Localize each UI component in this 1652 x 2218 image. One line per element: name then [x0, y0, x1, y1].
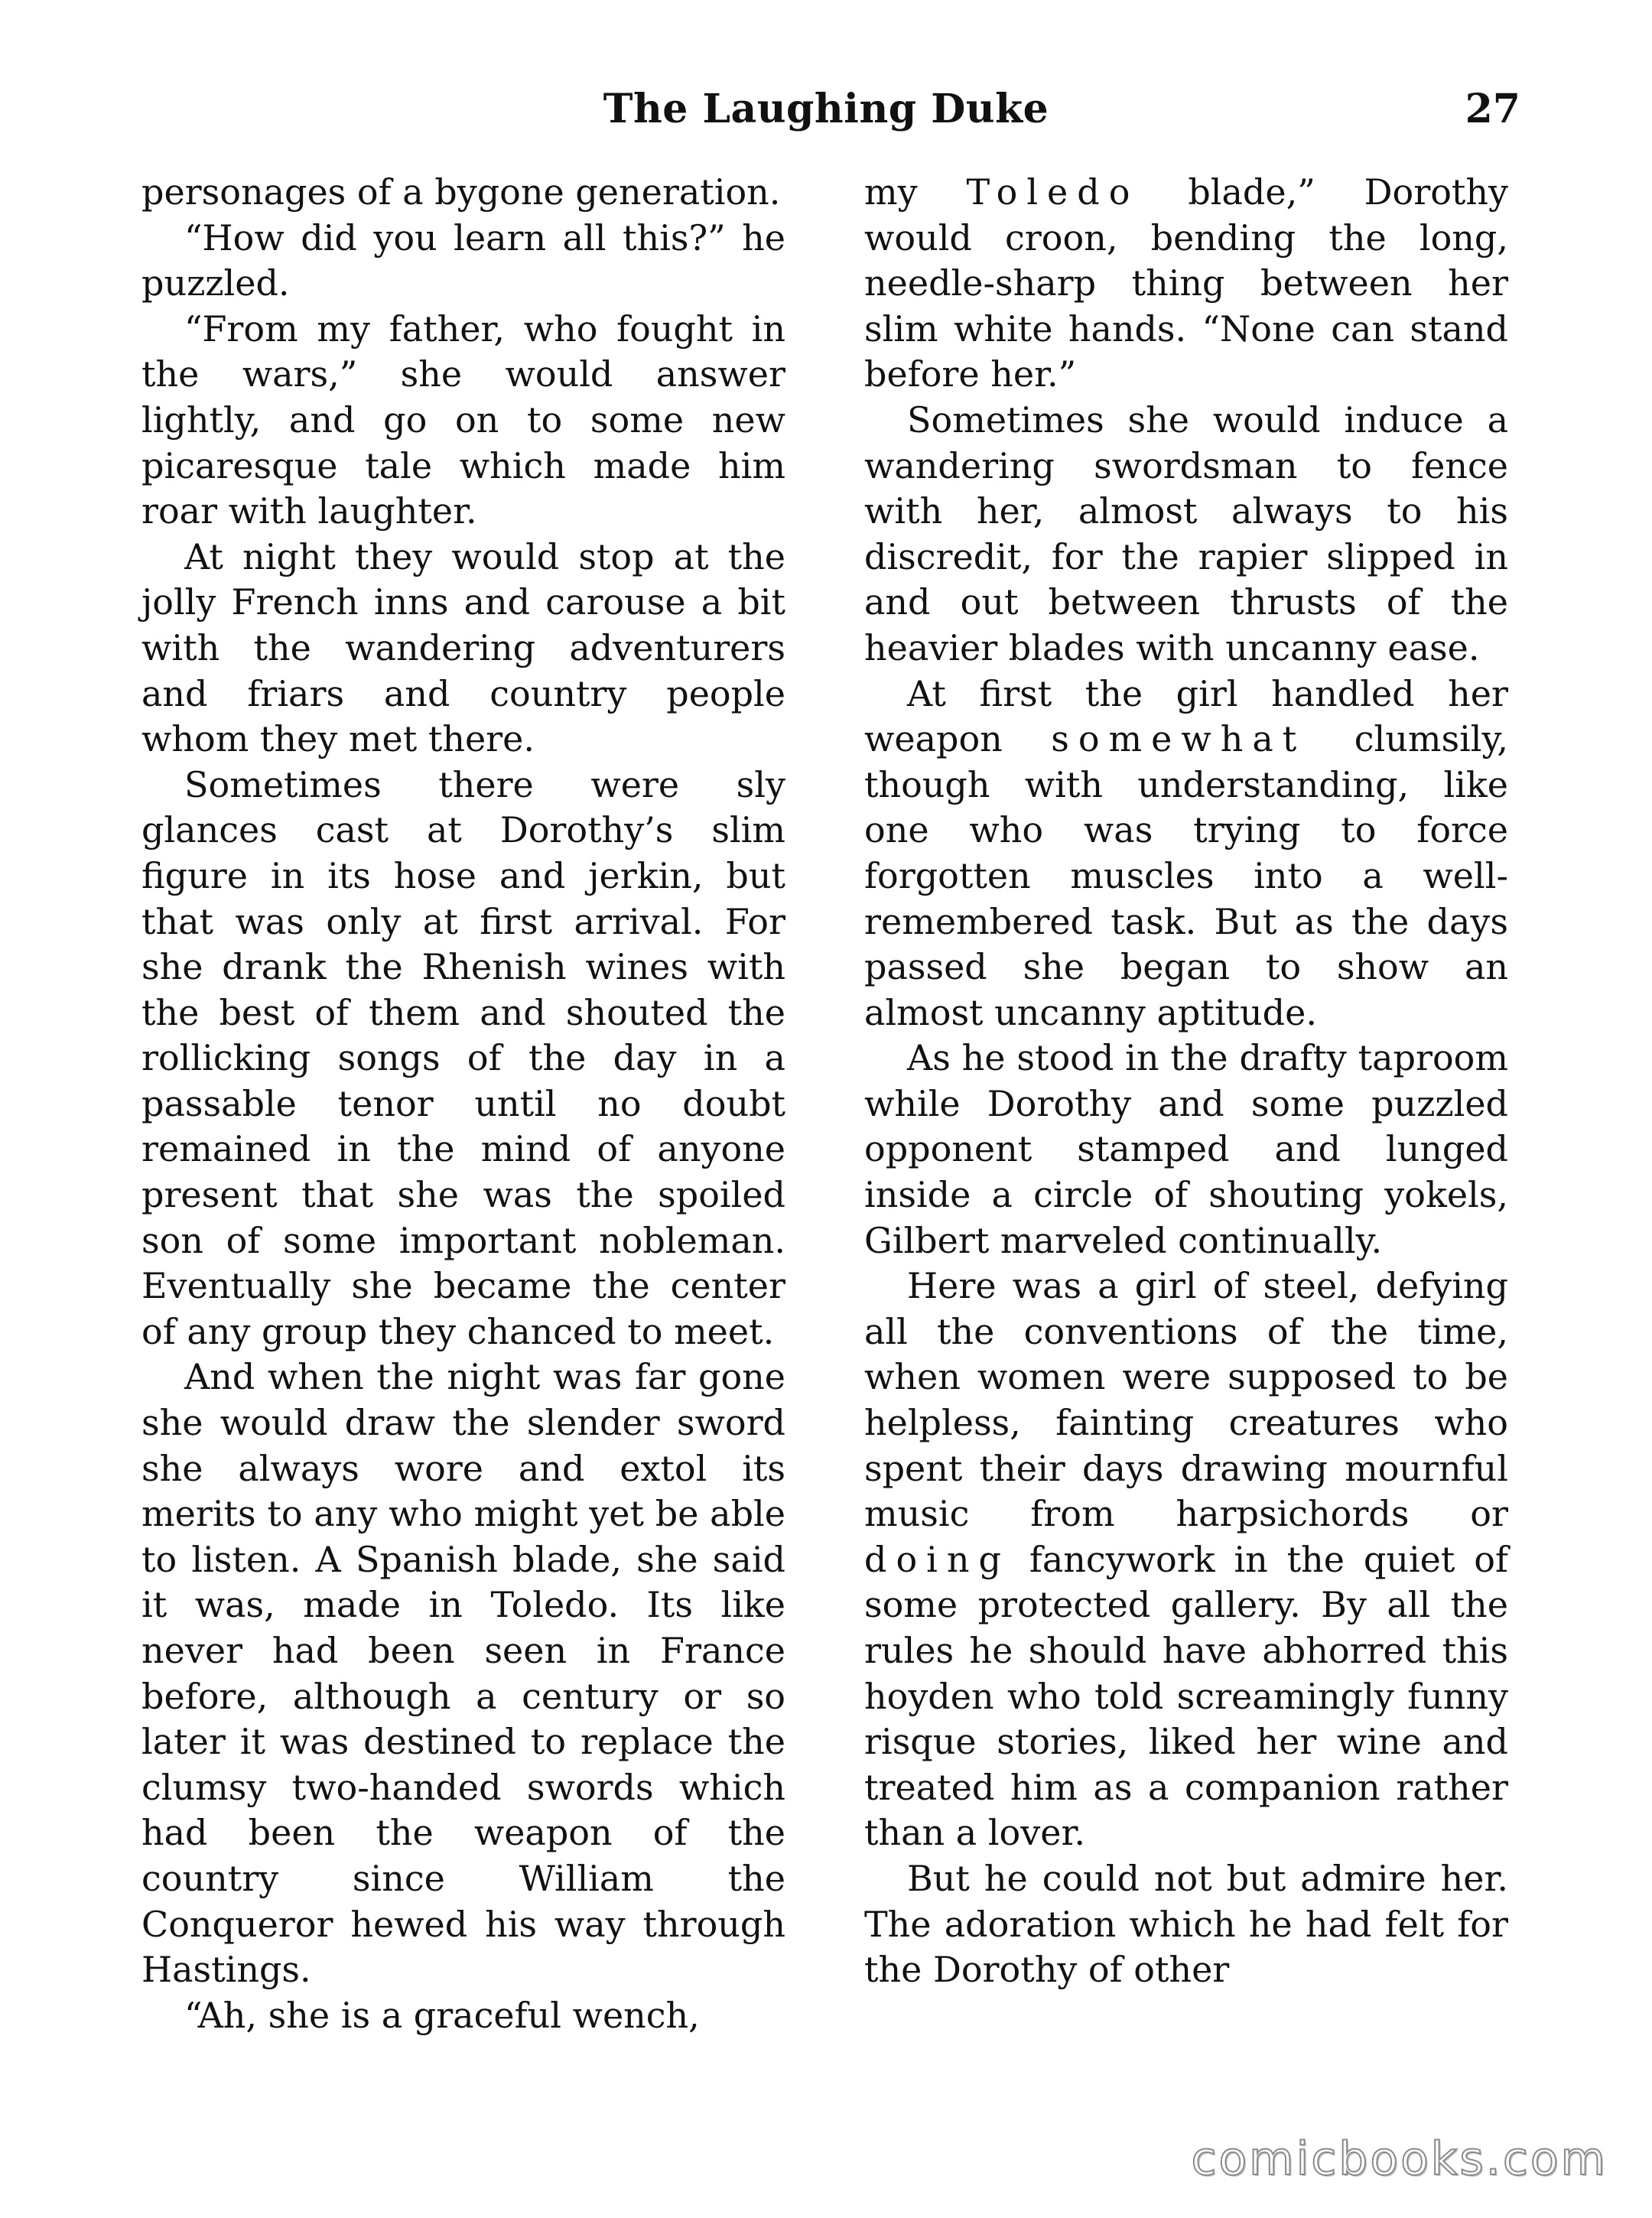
text-run: Here was a girl of steel, defying all the conventions of the time, when women were supposed to be helpless, fainting creatures who spent their days drawing mournful music from harpsichords or [864, 1265, 1508, 1535]
paragraph [864, 672, 1508, 1036]
page-number: 27 [1465, 86, 1520, 132]
paragraph: “From my father, who fought in the wars,” she would answer lightly, and go on to some new picaresque tale which made him roar with laughter. [141, 307, 785, 532]
paragraph: At night they would stop at the jolly French inns and carouse a bit with the wandering adventurers and friars and country people whom they met there. [141, 535, 785, 760]
paragraph [864, 1263, 1508, 1856]
text-run: fancywork in the quiet of some protected gallery. By all the rules he should have abhorred this hoyden who told screamingly funny risque stories, liked her wine and treated him as a companion rather than a lover. [864, 1538, 1508, 1854]
paragraph: Sometimes there were sly glances cast at Dorothy’s slim figure in its hose and jerkin, but that was only at first arrival. For she drank the Rhenish wines with the best of them and shouted the rollicking songs of the day in a passable tenor until no doubt remained in the mind of anyone present that she was the spoiled son of some important nobleman. Eventually she became the center of any group they chanced to meet. [141, 763, 785, 1352]
paragraph: Sometimes she would induce a wandering swordsman to fence with her, almost always to his discredit, for the rapier slipped in and out between thrusts of the heavier blades with uncanny ease. [864, 398, 1508, 668]
paragraph: “How did you learn all this?” he puzzled. [141, 216, 785, 304]
letterspaced-word: somewhat [1051, 718, 1306, 760]
letterspaced-word: Toledo [966, 171, 1140, 213]
paragraph [864, 170, 1508, 398]
text-run: clumsily, though with understanding, like one who was trying to force forgotten muscles into a well-remembered task. But as the days passed she began to show an almost uncanny aptitude. [864, 718, 1508, 1033]
text-run: blade,” Dorothy would croon, bending the long, needle-sharp thing between her slim white hands. “None can stand before her.” [864, 171, 1508, 395]
paragraph: “Ah, she is a graceful wench, [184, 1994, 700, 2036]
left-column [141, 170, 785, 2038]
right-column [864, 170, 1508, 1993]
paragraph: personages of a bygone generation. [141, 171, 781, 213]
paragraph: But he could not but admire her. The adoration which he had felt for the Dorothy of other [864, 1857, 1508, 1991]
paragraph: As he stood in the drafty taproom while Dorothy and some puzzled opponent stamped and lunged inside a circle of shouting yokels, Gilbert marveled continually. [864, 1037, 1508, 1261]
text-run: At first the girl handled her weapon [864, 672, 1508, 760]
running-title: The Laughing Duke [603, 86, 1049, 132]
watermark: comicbooks.com [1191, 2132, 1608, 2186]
paragraph: And when the night was far gone she would draw the slender sword she always wore and extol its merits to any who might yet be able to listen. A Spanish blade, she said it was, made in Toledo. Its like never had been seen in France before, although a century or so later it was destined to replace the clumsy two-handed swords which had been the weapon of the country since William the Conqueror hewed his way through Hastings. [141, 1356, 785, 1991]
running-head [0, 86, 1652, 147]
letterspaced-word: doing [864, 1538, 1010, 1580]
text-run: my [864, 171, 967, 213]
